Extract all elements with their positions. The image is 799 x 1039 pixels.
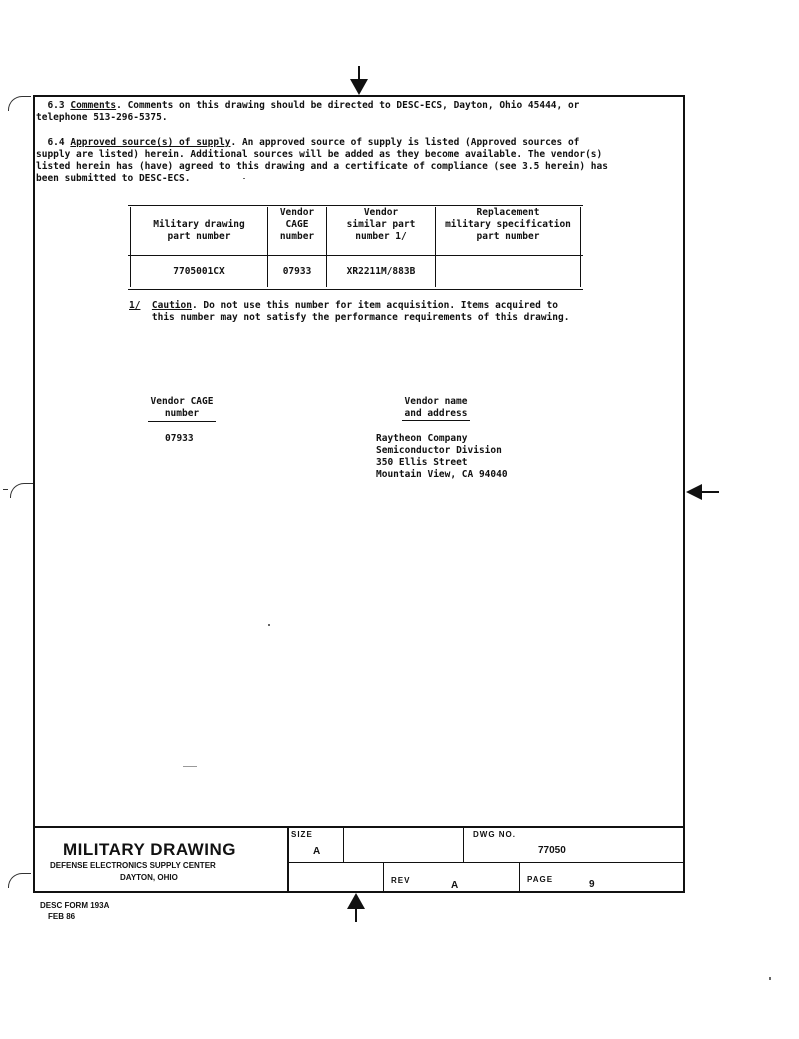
title-block-rule (343, 826, 344, 863)
header-underline (402, 420, 470, 421)
footnote (129, 300, 569, 324)
vendor-cage-header: Vendor CAGE number (150, 396, 214, 419)
bottom-registration-arrow-icon (347, 893, 365, 909)
table-header-cell: Military drawing part number (153, 219, 245, 242)
section-text-line: supply are listed) herein. Additional sources will be added as they become available. The vendor(s) (36, 149, 603, 160)
table-header-cell: Replacement military specification part number (445, 207, 571, 242)
section-number: 6.3 (47, 100, 65, 111)
margin-curl-mark (8, 96, 31, 111)
top-registration-arrow-stem (358, 66, 360, 80)
scan-speck (769, 977, 771, 980)
section-number: 6.4 (47, 137, 65, 148)
drawing-title: MILITARY DRAWING (63, 840, 236, 859)
agency-location: DAYTON, OHIO (120, 873, 178, 882)
title-block-rule (33, 826, 685, 828)
table-cell: XR2211M/883B (346, 266, 416, 277)
approved-source-table (128, 205, 583, 290)
page-label: PAGE (527, 875, 554, 884)
table-rule (128, 205, 583, 206)
header-underline (148, 421, 216, 422)
title-block-rule (287, 826, 289, 893)
footnote-text-line: . Do not use this number for item acquisition. Items acquired to (191, 300, 558, 311)
table-rule (128, 289, 583, 290)
scan-speck (243, 178, 245, 179)
vendor-name-header: Vendor name and address (404, 396, 468, 419)
margin-curl-mark (10, 483, 33, 498)
size-label: SIZE (291, 830, 313, 839)
margin-dash-mark (3, 489, 8, 490)
table-cell: 7705001CX (173, 266, 225, 277)
section-6-4 (36, 137, 676, 185)
scan-speck (183, 766, 197, 767)
vendor-cage-value: 07933 (165, 433, 194, 444)
section-text-line: been submitted to DESC-ECS. (36, 173, 191, 184)
section-text-line: listed herein has (have) agreed to this drawing and a certificate of compliance (see 3.5 herein) has (36, 161, 608, 172)
agency-name: DEFENSE ELECTRONICS SUPPLY CENTER (50, 861, 216, 870)
margin-curl-mark (8, 873, 31, 888)
title-block-rule (519, 862, 520, 893)
dwg-no-label: DWG NO. (473, 830, 516, 839)
right-registration-arrow-stem (701, 491, 719, 493)
vendor-address: Raytheon Company Semiconductor Division 350 Ellis Street Mountain View, CA 94040 (376, 433, 508, 480)
rev-label: REV (391, 876, 411, 885)
scan-speck (268, 624, 270, 626)
footnote-marker: 1/ (129, 300, 141, 311)
page-value: 9 (589, 879, 595, 890)
section-heading: Comments (70, 100, 117, 111)
footnote-label: Caution (151, 300, 192, 311)
table-rule (580, 207, 581, 287)
section-text-line: . An approved source of supply is listed (Approved sources of (230, 137, 580, 148)
section-text-line: telephone 513-296-5375. (36, 112, 168, 123)
section-text-line: . Comments on this drawing should be directed to DESC-ECS, Dayton, Ohio 45444, or (116, 100, 580, 111)
dwg-no-value: 77050 (538, 845, 566, 856)
right-registration-arrow-icon (686, 484, 702, 500)
table-header-cell: Vendor similar part number 1/ (346, 207, 416, 242)
footnote-text-line: this number may not satisfy the performance requirements of this drawing. (151, 312, 570, 323)
size-value: A (313, 846, 321, 857)
form-date: FEB 86 (48, 912, 76, 921)
title-block (33, 826, 685, 893)
title-block-rule (287, 862, 685, 863)
section-6-3 (36, 100, 676, 124)
bottom-registration-arrow-stem (355, 908, 357, 922)
table-header-cell: Vendor CAGE number (279, 207, 315, 242)
title-block-rule (383, 862, 384, 893)
title-block-rule (463, 826, 464, 863)
rev-value: A (451, 880, 459, 891)
table-rule (128, 255, 583, 256)
top-registration-arrow-icon (350, 79, 368, 95)
form-number: DESC FORM 193A (40, 901, 110, 910)
table-cell: 07933 (282, 266, 312, 277)
section-heading: Approved source(s) of supply (70, 137, 231, 148)
